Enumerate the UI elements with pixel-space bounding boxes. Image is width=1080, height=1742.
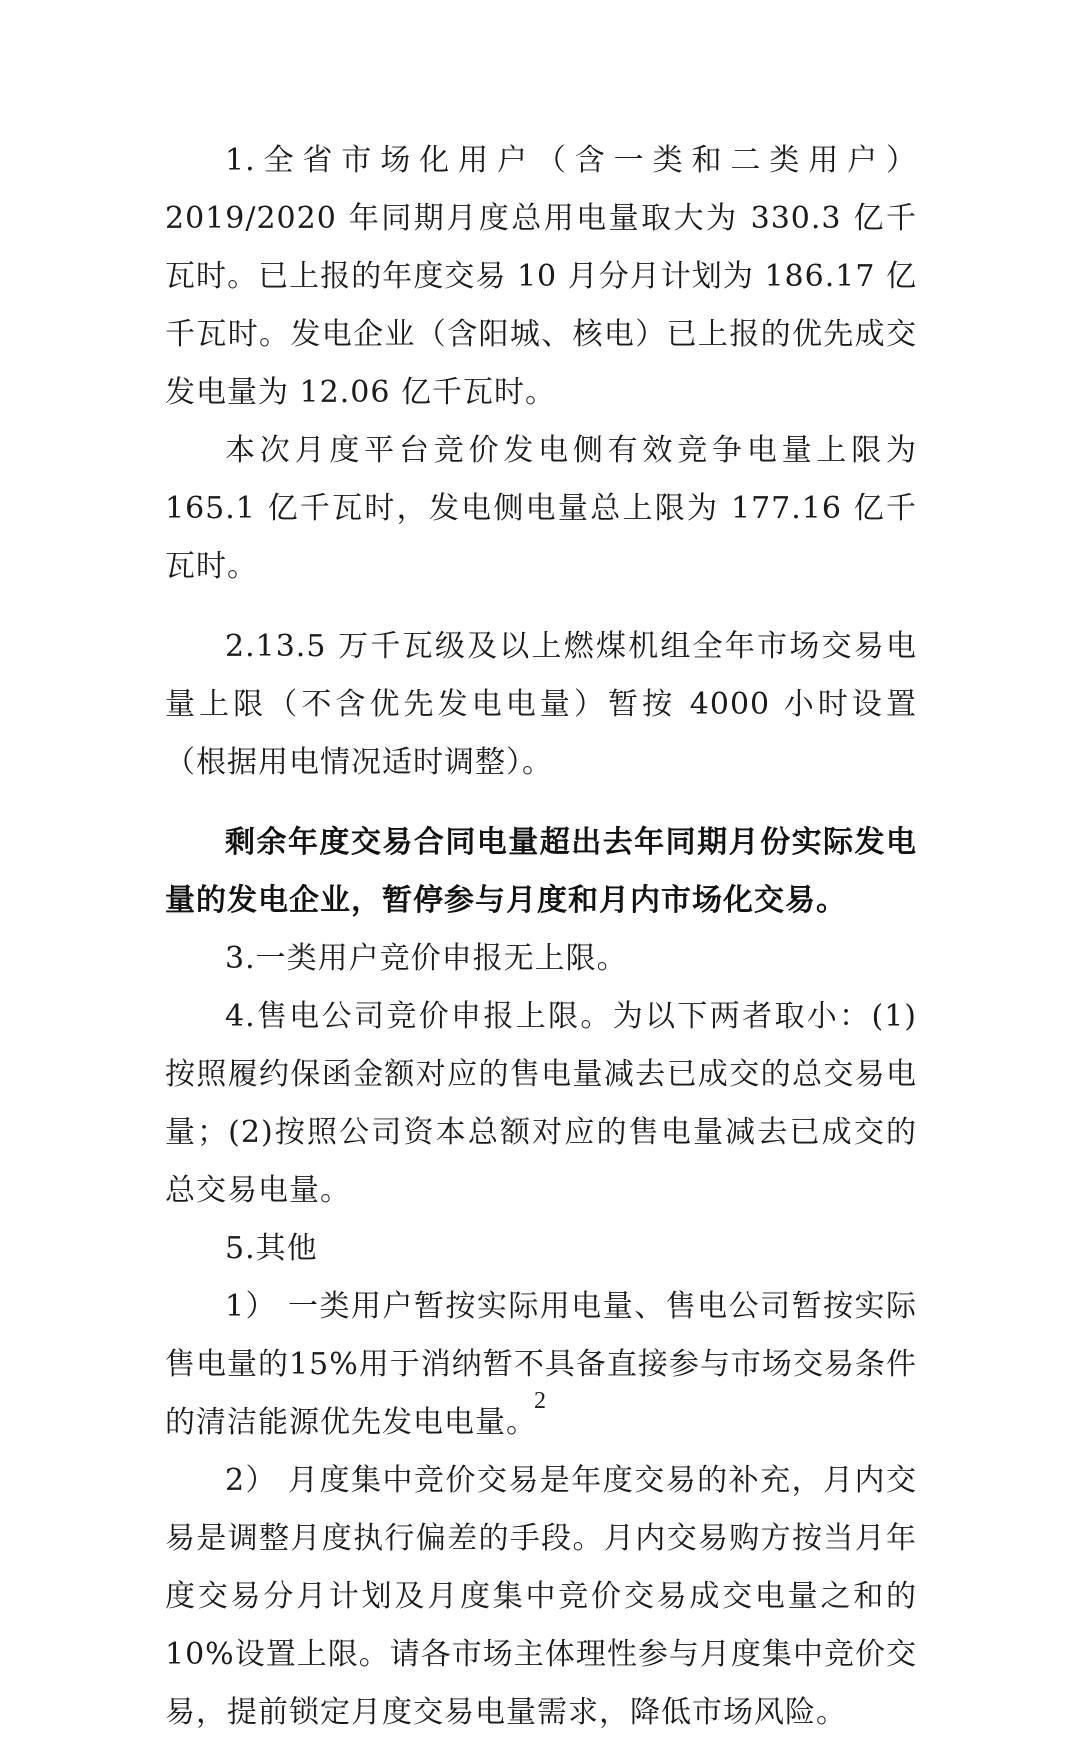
paragraph-retail-company-limit: 4.售电公司竞价申报上限。为以下两者取小：(1)按照履约保函金额对应的售电量减去已成交的总交易电量；(2)按照公司资本总额对应的售电量减去已成交的总交易电量。: [165, 999, 917, 1208]
paragraph-coal-units: 2.13.5 万千瓦级及以上燃煤机组全年市场交易电量上限（不含优先发电电量）暂按 4000 小时设置（根据用电情况适时调整）。: [165, 629, 917, 780]
paragraph-bidding-limit: 本次月度平台竞价发电侧有效竞争电量上限为 165.1 亿千瓦时，发电侧电量总上限为 177.16 亿千瓦时。: [165, 433, 917, 584]
paragraph-market-users: 1.全省市场化用户（含一类和二类用户）2019/2020 年同期月度总用电量取大为 330.3 亿千瓦时。已上报的年度交易 10 月分月计划为 186.17 亿千瓦时。发电企业（含阳城、核电）已上报的优先成交发电量为 12.06 亿千瓦时。: [165, 143, 917, 410]
page-number: 2: [534, 1388, 546, 1414]
paragraph-monthly-trading: 2） 月度集中竞价交易是年度交易的补充，月内交易是调整月度执行偏差的手段。月内交易购方按当月年度交易分月计划及月度集中竞价交易成交电量之和的 10%设置上限。请各市场主体理性参与月度集中竞价交易，提前锁定月度交易电量需求，降低市场风险。: [165, 1463, 917, 1730]
paragraph-suspension-notice: 剩余年度交易合同电量超出去年同期月份实际发电量的发电企业，暂停参与月度和月内市场化交易。: [165, 825, 917, 918]
document-body: [165, 132, 917, 1742]
paragraph-clean-energy: 1） 一类用户暂按实际用电量、售电公司暂按实际售电量的15%用于消纳暂不具备直接参与市场交易条件的清洁能源优先发电电量。: [165, 1289, 917, 1440]
paragraph-class-one-users: 3.一类用户竞价申报无上限。: [225, 941, 628, 976]
paragraph-other-heading: 5.其他: [225, 1231, 318, 1266]
